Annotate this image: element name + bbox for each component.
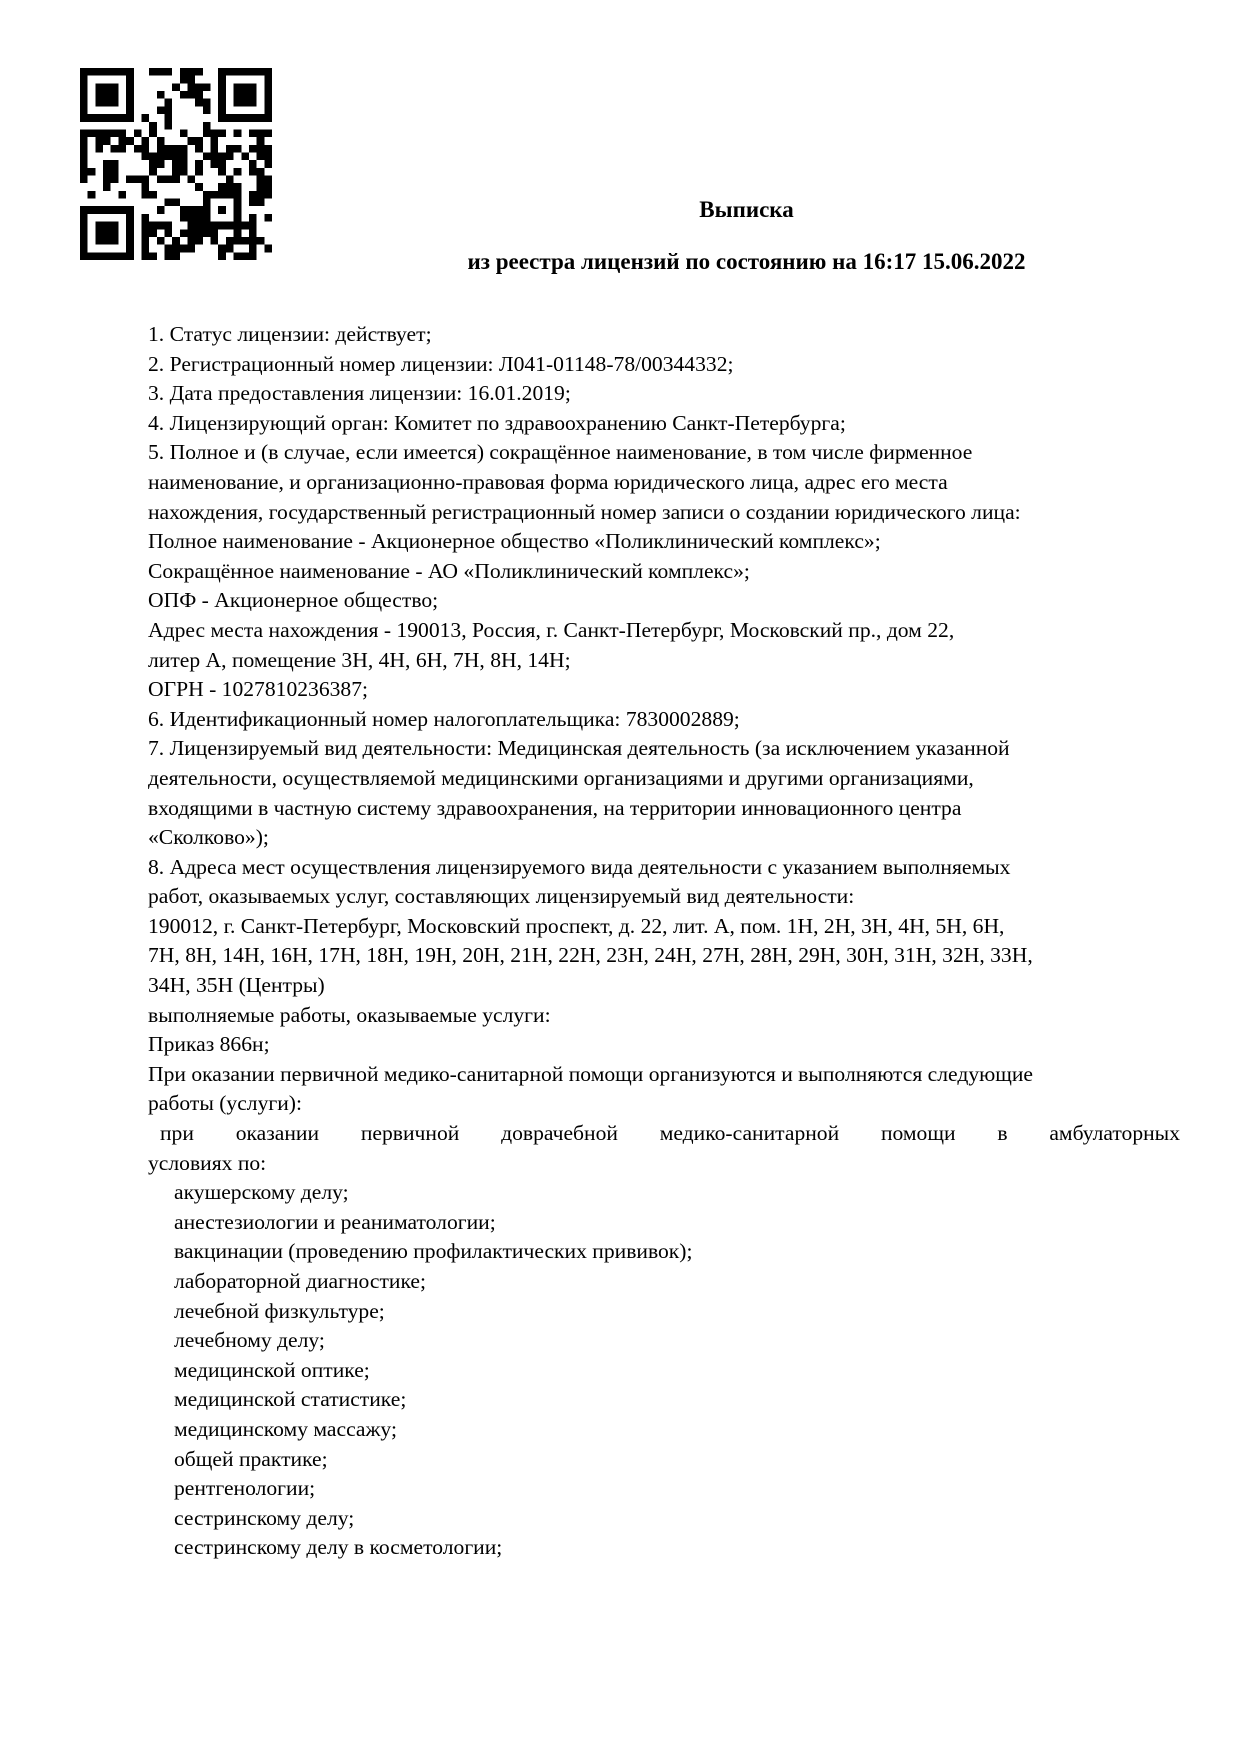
text-line: Адрес места нахождения - 190013, Россия, г. Санкт-Петербург, Московский пр., дом 22, (148, 617, 955, 642)
text-line: 5. Полное и (в случае, если имеется) сокращённое наименование, в том числе фирменное (148, 440, 973, 465)
text-line: входящими в частную систему здравоохранения, на территории инновационного центра (148, 795, 962, 820)
service-item: анестезиологии и реаниматологии; (174, 1209, 496, 1234)
text-line: 34Н, 35Н (Центры) (148, 973, 325, 998)
service-item: сестринскому делу; (174, 1505, 355, 1530)
text-line: Приказ 866н; (148, 1032, 270, 1057)
service-item: лечебному делу; (174, 1328, 325, 1353)
service-item: медицинскому массажу; (174, 1416, 397, 1441)
service-item: лабораторной диагностике; (174, 1269, 427, 1293)
service-item: медицинской статистике; (174, 1387, 407, 1412)
document-subtitle: из реестра лицензий по состоянию на 16:17 15.06.2022 (467, 249, 1026, 274)
text-line: литер А, помещение 3Н, 4Н, 6Н, 7Н, 8Н, 14Н; (148, 647, 571, 672)
text-line: при оказании первичной доврачебной медико-санитарной помощи в амбулаторных (160, 1121, 1180, 1146)
text-line: 2. Регистрационный номер лицензии: Л041-01148-78/00344332; (148, 351, 734, 376)
text-line: 1. Статус лицензии: действует; (148, 322, 432, 346)
text-line: ОГРН - 1027810236387; (148, 677, 369, 702)
text-line: деятельности, осуществляемой медицинскими организациями и другими организациями, (148, 765, 974, 790)
text-line: 7. Лицензируемый вид деятельности: Медицинская деятельность (за исключением указанной (148, 736, 1010, 761)
text-line: «Сколково»); (148, 825, 269, 850)
service-item: вакцинации (проведению профилактических прививок); (174, 1239, 693, 1264)
service-item: общей практике; (174, 1446, 328, 1471)
service-item: акушерскому делу; (174, 1180, 349, 1205)
text-line: ОПФ - Акционерное общество; (148, 588, 439, 613)
text-line: 8. Адреса мест осуществления лицензируемого вида деятельности с указанием выполняемых (148, 854, 1011, 879)
text-line: Сокращённое наименование - АО «Поликлинический комплекс»; (148, 558, 750, 583)
text-line: 4. Лицензирующий орган: Комитет по здравоохранению Санкт-Петербурга; (148, 410, 846, 435)
text-line: условиях по: (148, 1150, 267, 1175)
text-line: 190012, г. Санкт-Петербург, Московский проспект, д. 22, лит. А, пом. 1Н, 2Н, 3Н, 4Н, 5Н, 6Н, (148, 913, 1005, 938)
text-line: работ, оказываемых услуг, составляющих лицензируемый вид деятельности: (148, 884, 855, 909)
service-item: рентгенологии; (174, 1476, 316, 1501)
text-line: 3. Дата предоставления лицензии: 16.01.2019; (148, 381, 571, 406)
service-item: лечебной физкультуре; (174, 1298, 385, 1323)
document-body (148, 320, 1180, 1563)
qr-code-icon (80, 68, 272, 260)
service-item: медицинской оптике; (174, 1357, 370, 1382)
text-line: выполняемые работы, оказываемые услуги: (148, 1002, 551, 1027)
text-line: 7Н, 8Н, 14Н, 16Н, 17Н, 18Н, 19Н, 20Н, 21Н, 22Н, 23Н, 24Н, 27Н, 28Н, 29Н, 30Н, 31Н, 32Н, 33Н, (148, 943, 1033, 968)
text-line: При оказании первичной медико-санитарной помощи организуются и выполняются следующие (148, 1061, 1034, 1086)
document-title: Выписка (699, 197, 794, 222)
text-line: нахождения, государственный регистрационный номер записи о создании юридического лица: (148, 499, 1021, 524)
text-line: 6. Идентификационный номер налогоплательщика: 7830002889; (148, 706, 740, 731)
text-line: работы (услуги): (148, 1091, 302, 1116)
text-line: наименование, и организационно-правовая форма юридического лица, адрес его места (148, 469, 948, 494)
service-item: сестринскому делу в косметологии; (174, 1535, 503, 1560)
text-line: Полное наименование - Акционерное общество «Поликлинический комплекс»; (148, 529, 881, 554)
